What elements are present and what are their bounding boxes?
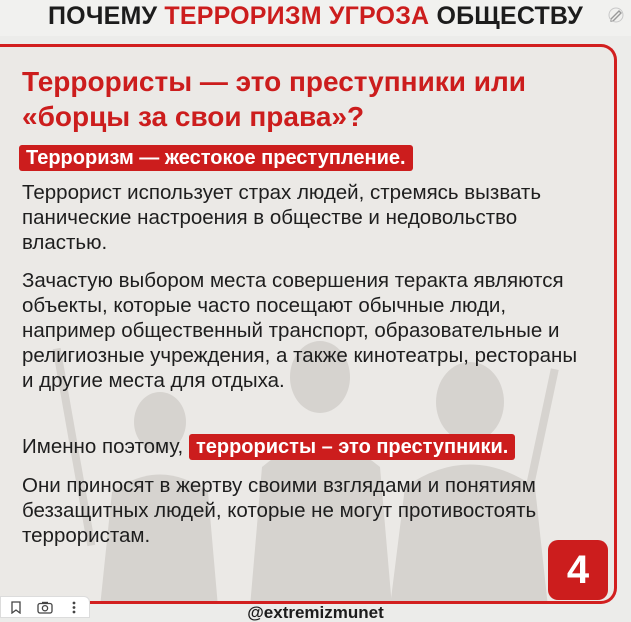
- more-icon[interactable]: [63, 598, 85, 616]
- image-toolbar: [0, 596, 90, 618]
- paragraph-conclusion: [22, 434, 592, 460]
- question-heading: Террористы — это преступники или «борцы за свои права»?: [22, 66, 527, 132]
- footer-handle: @extremizmunet: [247, 603, 384, 622]
- lens-icon[interactable]: [34, 598, 56, 616]
- info-card: [0, 44, 617, 604]
- edit-icon[interactable]: [607, 7, 625, 25]
- header: [0, 0, 631, 36]
- paragraph-victims: Они приносят в жертву своими взглядами и понятиям беззащитных людей, которые не могут противостоять террористам.: [22, 474, 537, 547]
- bookmark-icon[interactable]: [5, 598, 27, 616]
- page-title: [0, 2, 631, 31]
- highlight-criminals: террористы – это преступники.: [189, 434, 515, 460]
- page-number-badge: 4: [548, 540, 608, 600]
- paragraph-targets: Зачастую выбором места совершения теракта являются объекты, которые часто посещают обычные люди, например общественный транспорт, образовательные и религиозные учреждения, а также кинотеатры, рестораны и другие места для отдыха.: [22, 269, 578, 392]
- title-accent: ТЕРРОРИЗМ УГРОЗА: [164, 2, 430, 30]
- title-part-2: ОБЩЕСТВУ: [429, 2, 583, 30]
- title-part-1: ПОЧЕМУ: [48, 2, 165, 30]
- conclusion-prefix: Именно поэтому,: [22, 435, 189, 458]
- highlight-crime: Терроризм — жестокое преступление.: [19, 145, 413, 171]
- paragraph-fear: Террорист использует страх людей, стремясь вызвать панические настроения в обществе и недовольство властью.: [22, 181, 541, 254]
- highlight-box-1: [19, 144, 413, 172]
